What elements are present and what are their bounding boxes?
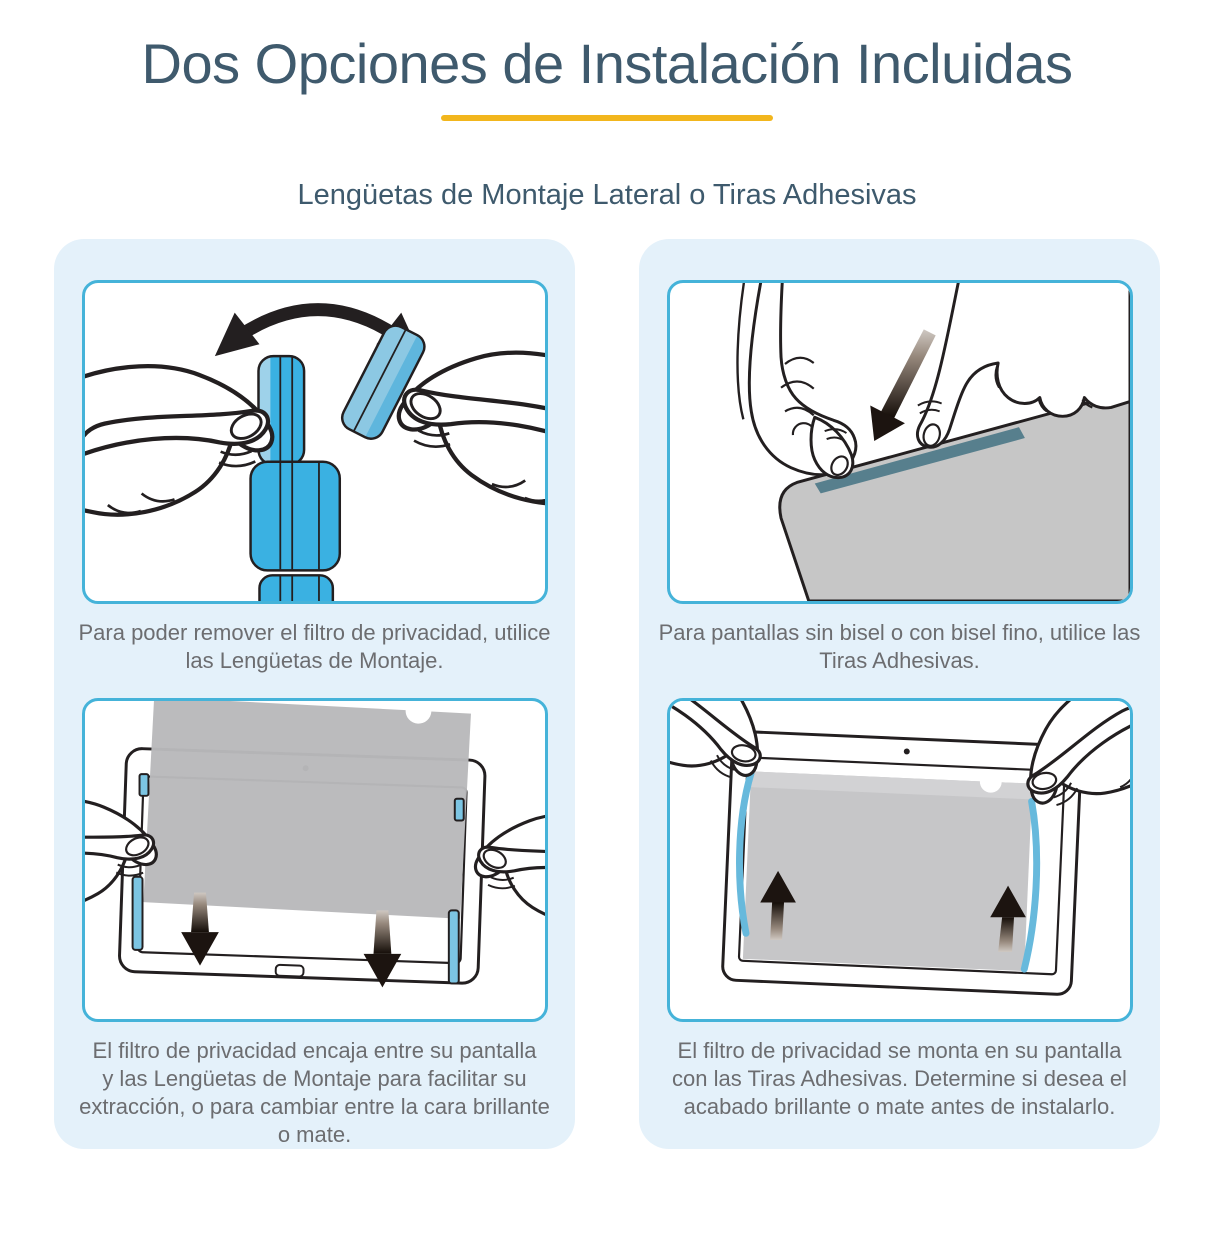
section-subtitle: Lengüetas de Montaje Lateral o Tiras Adhesivas	[297, 179, 917, 212]
privacy-filter-mounted-with-adhesive-strips-illustration	[670, 701, 1130, 1019]
fingers-pressing-adhesive-strip-illustration	[670, 283, 1130, 601]
illustration-frame-adhesive-strips	[667, 280, 1133, 604]
mounting-tab-stack	[250, 356, 339, 601]
privacy-filter-sliding-into-mounting-tabs-illustration	[85, 701, 545, 1019]
illustration-frame-filter-into-tabs	[82, 698, 548, 1022]
illustration-frame-mounting-tabs	[82, 280, 548, 604]
bottom-notch	[275, 965, 303, 977]
left-hand	[737, 283, 855, 478]
cards-row	[54, 239, 1160, 1149]
caption-filter-into-tabs: El filtro de privacidad encaja entre su pantalla y las Lengüetas de Montaje para facilitar su extracción, o para cambiar entre la cara brillante o mate.	[79, 1038, 550, 1148]
infographic-page	[0, 30, 1214, 1244]
privacy-filter-sheet	[742, 772, 1032, 972]
accent-divider	[441, 115, 773, 121]
caption-mounting-tabs: Para poder remover el filtro de privacidad, utilice las Lengüetas de Montaje.	[78, 620, 551, 674]
hands-pinching-mounting-tabs-illustration	[85, 283, 545, 601]
page-title: Dos Opciones de Instalación Incluidas	[141, 32, 1073, 95]
illustration-frame-filter-with-strips	[667, 698, 1133, 1022]
caption-filter-with-strips: El filtro de privacidad se monta en su pantalla con las Tiras Adhesivas. Determine si desea el acabado brillante o mate antes de instalarlo.	[672, 1038, 1127, 1120]
tablet-outline	[722, 731, 1082, 995]
privacy-filter-sheet	[143, 701, 471, 919]
card-adhesive-strips	[639, 239, 1160, 1149]
card-mounting-tabs	[54, 239, 575, 1149]
caption-adhesive-strips: Para pantallas sin bisel o con bisel fino, utilice las Tiras Adhesivas.	[658, 620, 1141, 674]
